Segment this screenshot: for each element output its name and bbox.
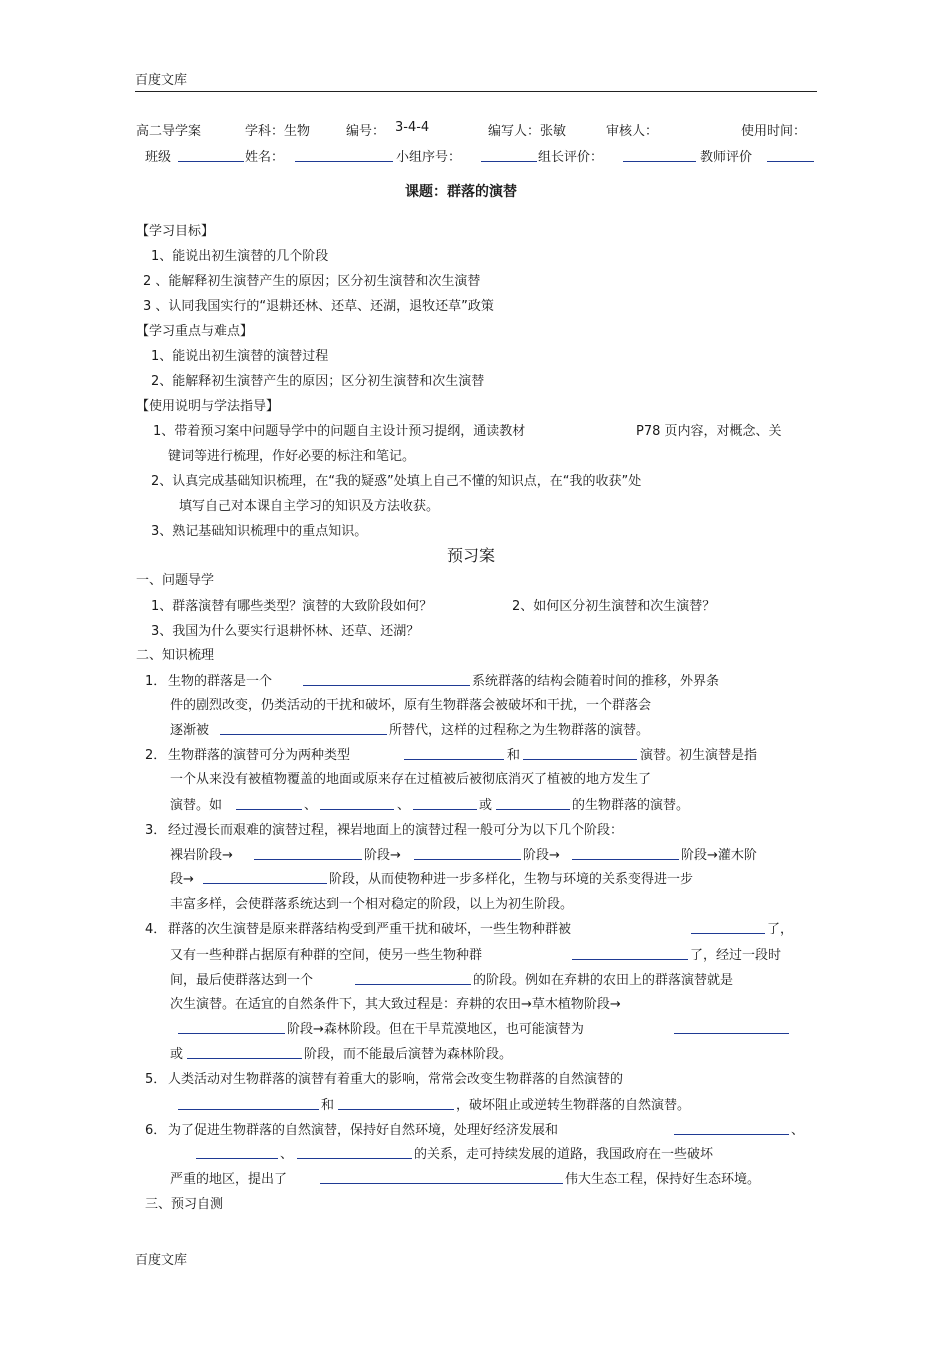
item2-text: 的生物群落的演替。: [572, 798, 690, 813]
answer-blank[interactable]: [297, 1146, 412, 1159]
guide-heading: 【使用说明与学法指导】: [136, 399, 280, 414]
item-number: 3．: [145, 823, 167, 838]
item6-text: 严重的地区，提出了: [170, 1172, 288, 1187]
item2-text: 生物群落的演替可分为两种类型: [168, 748, 351, 763]
answer-blank[interactable]: [178, 1097, 319, 1110]
item2-text: 、: [304, 798, 318, 813]
item3-text: 阶段→: [523, 848, 560, 863]
s1-question-2: 2、如何区分初生演替和次生演替？: [512, 599, 716, 614]
item1-text: 所替代，这样的过程称之为生物群落的演替。: [389, 723, 650, 738]
header-rule: [135, 91, 817, 92]
info-grade: 高二导学案: [136, 124, 202, 139]
answer-blank[interactable]: [413, 797, 477, 810]
item6-text: 的关系，走可持续发展的道路，我国政府在一些破坏: [414, 1147, 714, 1162]
answer-blank[interactable]: [572, 947, 688, 960]
item3-text: 经过漫长而艰难的演替过程，裸岩地面上的演替过程一般可分为以下几个阶段：: [168, 823, 624, 838]
answer-blank[interactable]: [414, 847, 521, 860]
header-site: 百度文库: [135, 73, 188, 88]
item4-text: 或: [170, 1047, 184, 1062]
answer-blank[interactable]: [355, 972, 471, 985]
item-number: 1．: [145, 674, 167, 689]
item4-text: 的阶段。例如在弃耕的农田上的群落演替就是: [473, 973, 734, 988]
guide-item-1a: 1、带着预习案中问题导学中的问题自主设计预习提纲，通读教材: [153, 424, 526, 439]
field-group-blank[interactable]: [481, 149, 537, 162]
answer-blank[interactable]: [674, 1122, 789, 1135]
item3-text: 阶段，从而使物种进一步多样化，生物与环境的关系变得进一步: [329, 872, 694, 887]
item3-text: 阶段→灌木阶: [681, 848, 757, 863]
item4-text: 又有一些种群占据原有种群的空间，使另一些生物种群: [170, 948, 483, 963]
info-reviewer: 审核人：: [606, 124, 659, 139]
item6-text: 为了促进生物群落的自然演替，保持好自然环境，处理好经济发展和: [168, 1123, 559, 1138]
field-leader-label: 组长评价：: [538, 150, 604, 165]
field-class-label: 班级: [145, 150, 172, 165]
item1-text: 生物的群落是一个: [168, 674, 273, 689]
field-teacher-label: 教师评价: [700, 150, 753, 165]
item4-text: 阶段，而不能最后演替为森林阶段。: [304, 1047, 513, 1062]
item4-text: 次生演替。在适宜的自然条件下，其大致过程是：弃耕的农田→草木植物阶段→: [170, 997, 621, 1012]
item1-text: 系统群落的结构会随着时间的推移，外界条: [472, 674, 720, 689]
item3-text: 裸岩阶段→: [170, 848, 233, 863]
goals-heading: 【学习目标】: [136, 224, 215, 239]
field-group-label: 小组序号：: [396, 150, 462, 165]
item2-text: 、: [397, 798, 411, 813]
answer-blank[interactable]: [178, 1021, 285, 1034]
guide-item-1b: P78 页内容，对概念、关: [636, 424, 782, 439]
item1-text: 件的剧烈改变，仍类活动的干扰和破坏，原有生物群落会被破坏和干扰，一个群落会: [170, 698, 652, 713]
field-leader-blank[interactable]: [623, 149, 696, 162]
answer-blank[interactable]: [320, 1171, 563, 1184]
item-number: 6．: [145, 1123, 167, 1138]
answer-blank[interactable]: [691, 921, 765, 934]
footer-site: 百度文库: [135, 1253, 188, 1268]
answer-blank[interactable]: [572, 847, 679, 860]
preview-title: 预习案: [447, 546, 496, 565]
answer-blank[interactable]: [320, 797, 394, 810]
info-number: 3-4-4: [395, 120, 430, 135]
answer-blank[interactable]: [674, 1021, 789, 1034]
item-number: 2．: [145, 748, 167, 763]
goal-item: 3 、认同我国实行的“退耕还林、还草、还湖，退牧还草”政策: [143, 299, 494, 314]
info-number-label: 编号：: [346, 124, 386, 139]
item4-text: 群落的次生演替是原来群落结构受到严重干扰和破坏，一些生物种群被: [168, 922, 572, 937]
answer-blank[interactable]: [496, 797, 570, 810]
item2-text: 或: [479, 798, 493, 813]
answer-blank[interactable]: [523, 747, 637, 760]
answer-blank[interactable]: [254, 847, 362, 860]
guide-item-2a: 2、认真完成基础知识梳理，在“我的疑惑”处填上自己不懂的知识点，在“我的收获”处: [151, 474, 642, 489]
answer-blank[interactable]: [203, 871, 327, 884]
answer-blank[interactable]: [196, 1146, 278, 1159]
s1-heading: 一、问题导学: [136, 573, 215, 588]
item4-text: 阶段→森林阶段。但在干旱荒漠地区，也可能演替为: [287, 1022, 584, 1037]
s1-question-1: 1、群落演替有哪些类型？演替的大致阶段如何？: [151, 599, 433, 614]
answer-blank[interactable]: [338, 1097, 454, 1110]
answer-blank[interactable]: [404, 747, 504, 760]
answer-blank[interactable]: [236, 797, 302, 810]
info-subject: 学科：生物: [245, 124, 311, 139]
item4-text: 了，: [767, 922, 794, 937]
item6-text: 、: [280, 1147, 294, 1162]
item5-text: 人类活动对生物群落的演替有着重大的影响，常常会改变生物群落的自然演替的: [168, 1072, 624, 1087]
s2-heading: 二、知识梳理: [136, 648, 215, 663]
item6-text: 伟大生态工程，保持好生态环境。: [565, 1172, 761, 1187]
guide-item-2b: 填写自己对本课自主学习的知识及方法收获。: [179, 499, 440, 514]
item5-text: 和: [321, 1098, 335, 1113]
s1-question-3: 3、我国为什么要实行退耕怀林、还草、还湖？: [151, 624, 420, 639]
item4-text: 了，经过一段时: [690, 948, 782, 963]
keypoints-heading: 【学习重点与难点】: [136, 324, 254, 339]
item2-text: 演替。如: [170, 798, 223, 813]
answer-blank[interactable]: [303, 673, 470, 686]
s3-heading: 三、预习自测: [145, 1197, 224, 1212]
goal-item: 2 、能解释初生演替产生的原因；区分初生演替和次生演替: [143, 274, 481, 289]
guide-item-1c: 键词等进行梳理，作好必要的标注和笔记。: [168, 449, 416, 464]
item3-text: 段→: [170, 872, 194, 887]
info-author: 编写人：张敏: [488, 124, 567, 139]
guide-item-3: 3、熟记基础知识梳理中的重点知识。: [151, 524, 368, 539]
field-name-label: 姓名：: [245, 150, 285, 165]
answer-blank[interactable]: [187, 1046, 302, 1059]
field-teacher-blank[interactable]: [767, 149, 814, 162]
item-number: 5．: [145, 1072, 167, 1087]
keypoint-item: 2、能解释初生演替产生的原因；区分初生演替和次生演替: [151, 374, 485, 389]
item3-text: 丰富多样，会使群落系统达到一个相对稳定的阶段，以上为初生阶段。: [170, 897, 574, 912]
item2-text: 一个从来没有被植物覆盖的地面或原来存在过植被后被彻底消灭了植被的地方发生了: [170, 772, 652, 787]
item2-text: 演替。初生演替是指: [640, 748, 758, 763]
answer-blank[interactable]: [220, 722, 387, 735]
item6-text: 、: [791, 1123, 805, 1138]
item-number: 4．: [145, 922, 167, 937]
info-time: 使用时间：: [741, 124, 807, 139]
item5-text: ，破坏阻止或逆转生物群落的自然演替。: [456, 1098, 691, 1113]
item1-text: 逐渐被: [170, 723, 210, 738]
page-title: 课题：群落的演替: [405, 184, 517, 200]
field-name-blank[interactable]: [295, 149, 393, 162]
item4-text: 间，最后使群落达到一个: [170, 973, 314, 988]
field-class-blank[interactable]: [178, 149, 244, 162]
keypoint-item: 1、能说出初生演替的演替过程: [151, 349, 329, 364]
item2-text: 和: [507, 748, 521, 763]
goal-item: 1、能说出初生演替的几个阶段: [151, 249, 329, 264]
item3-text: 阶段→: [364, 848, 401, 863]
